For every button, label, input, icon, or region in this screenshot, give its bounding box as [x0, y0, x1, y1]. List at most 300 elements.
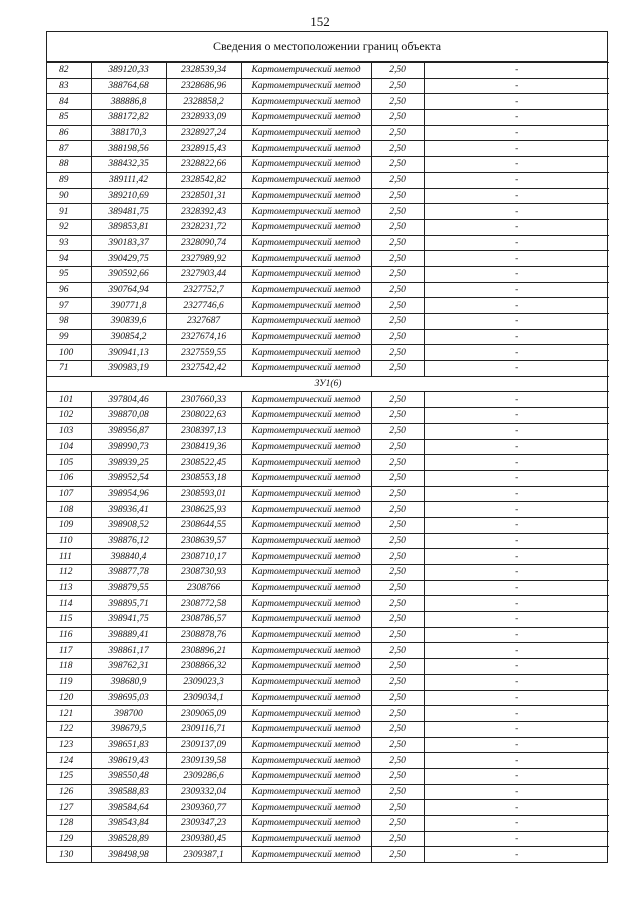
table-row [47, 94, 609, 110]
method-cell: Картометрический метод [241, 219, 371, 235]
description-cell: - [424, 768, 609, 784]
method-cell: Картометрический метод [241, 455, 371, 471]
table-row [47, 706, 609, 722]
accuracy-cell: 2,50 [371, 690, 424, 706]
y-coordinate: 2327559,55 [166, 345, 241, 361]
table-row [47, 659, 609, 675]
table-row [47, 737, 609, 753]
description-cell: - [424, 816, 609, 832]
method-cell: Картометрический метод [241, 235, 371, 251]
table-row [47, 266, 609, 282]
point-number: 85 [47, 110, 91, 126]
accuracy-cell: 2,50 [371, 706, 424, 722]
accuracy-cell: 2,50 [371, 565, 424, 581]
point-number: 113 [47, 580, 91, 596]
description-cell: - [424, 251, 609, 267]
y-coordinate: 2308772,58 [166, 596, 241, 612]
point-number: 116 [47, 627, 91, 643]
accuracy-cell: 2,50 [371, 784, 424, 800]
y-coordinate: 2308593,01 [166, 486, 241, 502]
table-row [47, 690, 609, 706]
method-cell: Картометрический метод [241, 533, 371, 549]
point-number: 128 [47, 816, 91, 832]
x-coordinate: 389481,75 [91, 204, 166, 220]
table-row [47, 674, 609, 690]
accuracy-cell: 2,50 [371, 800, 424, 816]
method-cell: Картометрический метод [241, 517, 371, 533]
x-coordinate: 390429,75 [91, 251, 166, 267]
y-coordinate: 2327674,16 [166, 329, 241, 345]
y-coordinate: 2308397,13 [166, 423, 241, 439]
x-coordinate: 398895,71 [91, 596, 166, 612]
method-cell: Картометрический метод [241, 439, 371, 455]
accuracy-cell: 2,50 [371, 847, 424, 862]
table-row [47, 141, 609, 157]
point-number: 98 [47, 314, 91, 330]
method-cell: Картометрический метод [241, 690, 371, 706]
point-number: 105 [47, 455, 91, 471]
description-cell: - [424, 235, 609, 251]
point-number: 101 [47, 392, 91, 408]
x-coordinate: 398619,43 [91, 753, 166, 769]
x-coordinate: 398695,03 [91, 690, 166, 706]
method-cell: Картометрический метод [241, 172, 371, 188]
point-number: 104 [47, 439, 91, 455]
description-cell: - [424, 408, 609, 424]
y-coordinate: 2308553,18 [166, 470, 241, 486]
point-number: 109 [47, 517, 91, 533]
description-cell: - [424, 627, 609, 643]
x-coordinate: 390183,37 [91, 235, 166, 251]
table-row [47, 329, 609, 345]
table-row [47, 768, 609, 784]
accuracy-cell: 2,50 [371, 659, 424, 675]
y-coordinate: 2328927,24 [166, 125, 241, 141]
table-row [47, 282, 609, 298]
description-cell: - [424, 706, 609, 722]
table-row [47, 502, 609, 518]
description-cell: - [424, 314, 609, 330]
point-number: 111 [47, 549, 91, 565]
accuracy-cell: 2,50 [371, 172, 424, 188]
accuracy-cell: 2,50 [371, 502, 424, 518]
y-coordinate: 2308419,36 [166, 439, 241, 455]
accuracy-cell: 2,50 [371, 753, 424, 769]
accuracy-cell: 2,50 [371, 674, 424, 690]
description-cell: - [424, 517, 609, 533]
y-coordinate: 2328686,96 [166, 78, 241, 94]
method-cell: Картометрический метод [241, 204, 371, 220]
method-cell: Картометрический метод [241, 157, 371, 173]
x-coordinate: 398936,41 [91, 502, 166, 518]
accuracy-cell: 2,50 [371, 612, 424, 628]
description-cell: - [424, 110, 609, 126]
y-coordinate: 2308730,93 [166, 565, 241, 581]
x-coordinate: 398861,17 [91, 643, 166, 659]
point-number: 86 [47, 125, 91, 141]
y-coordinate: 2328231,72 [166, 219, 241, 235]
description-cell: - [424, 596, 609, 612]
method-cell: Картометрический метод [241, 674, 371, 690]
x-coordinate: 390592,66 [91, 266, 166, 282]
description-cell: - [424, 674, 609, 690]
point-number: 88 [47, 157, 91, 173]
accuracy-cell: 2,50 [371, 314, 424, 330]
table-row [47, 816, 609, 832]
accuracy-cell: 2,50 [371, 298, 424, 314]
y-coordinate: 2328392,43 [166, 204, 241, 220]
y-coordinate: 2328501,31 [166, 188, 241, 204]
table-row [47, 125, 609, 141]
table-row [47, 612, 609, 628]
point-number: 110 [47, 533, 91, 549]
x-coordinate: 398954,96 [91, 486, 166, 502]
table-row [47, 470, 609, 486]
point-number: 117 [47, 643, 91, 659]
accuracy-cell: 2,50 [371, 94, 424, 110]
method-cell: Картометрический метод [241, 643, 371, 659]
point-number: 127 [47, 800, 91, 816]
x-coordinate: 389111,42 [91, 172, 166, 188]
point-number: 92 [47, 219, 91, 235]
x-coordinate: 398700 [91, 706, 166, 722]
description-cell: - [424, 847, 609, 862]
x-coordinate: 398588,83 [91, 784, 166, 800]
point-number: 120 [47, 690, 91, 706]
section-label: ЗУ1(6) [47, 376, 609, 392]
method-cell: Картометрический метод [241, 580, 371, 596]
accuracy-cell: 2,50 [371, 721, 424, 737]
x-coordinate: 398584,64 [91, 800, 166, 816]
accuracy-cell: 2,50 [371, 235, 424, 251]
method-cell: Картометрический метод [241, 721, 371, 737]
point-number: 82 [47, 63, 91, 79]
method-cell: Картометрический метод [241, 94, 371, 110]
y-coordinate: 2328542,82 [166, 172, 241, 188]
y-coordinate: 2328539,34 [166, 63, 241, 79]
method-cell: Картометрический метод [241, 470, 371, 486]
table-row [47, 63, 609, 79]
point-number: 99 [47, 329, 91, 345]
table-row [47, 157, 609, 173]
y-coordinate: 2309387,1 [166, 847, 241, 862]
x-coordinate: 398879,55 [91, 580, 166, 596]
y-coordinate: 2308644,55 [166, 517, 241, 533]
accuracy-cell: 2,50 [371, 408, 424, 424]
table-row [47, 596, 609, 612]
description-cell: - [424, 784, 609, 800]
table-row [47, 439, 609, 455]
point-number: 119 [47, 674, 91, 690]
y-coordinate: 2308878,76 [166, 627, 241, 643]
y-coordinate: 2308625,93 [166, 502, 241, 518]
x-coordinate: 390854,2 [91, 329, 166, 345]
description-cell: - [424, 329, 609, 345]
point-number: 107 [47, 486, 91, 502]
x-coordinate: 398651,83 [91, 737, 166, 753]
description-cell: - [424, 204, 609, 220]
x-coordinate: 390771,8 [91, 298, 166, 314]
point-number: 130 [47, 847, 91, 862]
accuracy-cell: 2,50 [371, 266, 424, 282]
table-row [47, 204, 609, 220]
point-number: 95 [47, 266, 91, 282]
x-coordinate: 398679,5 [91, 721, 166, 737]
method-cell: Картометрический метод [241, 63, 371, 79]
accuracy-cell: 2,50 [371, 110, 424, 126]
accuracy-cell: 2,50 [371, 439, 424, 455]
method-cell: Картометрический метод [241, 816, 371, 832]
method-cell: Картометрический метод [241, 784, 371, 800]
point-number: 100 [47, 345, 91, 361]
point-number: 71 [47, 361, 91, 377]
table-row [47, 188, 609, 204]
boundary-table-sheet [46, 31, 608, 863]
y-coordinate: 2309139,58 [166, 753, 241, 769]
x-coordinate: 398876,12 [91, 533, 166, 549]
y-coordinate: 2309286,6 [166, 768, 241, 784]
description-cell: - [424, 721, 609, 737]
y-coordinate: 2328915,43 [166, 141, 241, 157]
description-cell: - [424, 94, 609, 110]
y-coordinate: 2307660,33 [166, 392, 241, 408]
x-coordinate: 388198,56 [91, 141, 166, 157]
section-header-row [47, 376, 609, 392]
accuracy-cell: 2,50 [371, 470, 424, 486]
description-cell: - [424, 298, 609, 314]
y-coordinate: 2309116,71 [166, 721, 241, 737]
y-coordinate: 2308710,17 [166, 549, 241, 565]
accuracy-cell: 2,50 [371, 455, 424, 471]
point-number: 97 [47, 298, 91, 314]
description-cell: - [424, 659, 609, 675]
method-cell: Картометрический метод [241, 753, 371, 769]
point-number: 114 [47, 596, 91, 612]
table-row [47, 627, 609, 643]
method-cell: Картометрический метод [241, 345, 371, 361]
method-cell: Картометрический метод [241, 565, 371, 581]
description-cell: - [424, 188, 609, 204]
method-cell: Картометрический метод [241, 282, 371, 298]
table-row [47, 643, 609, 659]
table-row [47, 423, 609, 439]
x-coordinate: 398939,25 [91, 455, 166, 471]
description-cell: - [424, 612, 609, 628]
accuracy-cell: 2,50 [371, 345, 424, 361]
description-cell: - [424, 172, 609, 188]
method-cell: Картометрический метод [241, 361, 371, 377]
table-row [47, 847, 609, 862]
table-row [47, 486, 609, 502]
y-coordinate: 2328858,2 [166, 94, 241, 110]
description-cell: - [424, 486, 609, 502]
page-number: 152 [310, 14, 330, 29]
description-cell: - [424, 125, 609, 141]
x-coordinate: 389210,69 [91, 188, 166, 204]
y-coordinate: 2328933,09 [166, 110, 241, 126]
point-number: 129 [47, 831, 91, 847]
point-number: 93 [47, 235, 91, 251]
accuracy-cell: 2,50 [371, 580, 424, 596]
point-number: 94 [47, 251, 91, 267]
method-cell: Картометрический метод [241, 706, 371, 722]
y-coordinate: 2308766 [166, 580, 241, 596]
table-row [47, 235, 609, 251]
y-coordinate: 2308022,63 [166, 408, 241, 424]
description-cell: - [424, 361, 609, 377]
method-cell: Картометрический метод [241, 549, 371, 565]
description-cell: - [424, 580, 609, 596]
method-cell: Картометрический метод [241, 125, 371, 141]
x-coordinate: 398680,9 [91, 674, 166, 690]
y-coordinate: 2308896,21 [166, 643, 241, 659]
accuracy-cell: 2,50 [371, 157, 424, 173]
accuracy-cell: 2,50 [371, 392, 424, 408]
method-cell: Картометрический метод [241, 141, 371, 157]
point-number: 124 [47, 753, 91, 769]
method-cell: Картометрический метод [241, 847, 371, 862]
table-row [47, 361, 609, 377]
description-cell: - [424, 141, 609, 157]
method-cell: Картометрический метод [241, 329, 371, 345]
x-coordinate: 388764,68 [91, 78, 166, 94]
y-coordinate: 2328822,66 [166, 157, 241, 173]
method-cell: Картометрический метод [241, 627, 371, 643]
method-cell: Картометрический метод [241, 392, 371, 408]
point-number: 115 [47, 612, 91, 628]
x-coordinate: 390941,13 [91, 345, 166, 361]
point-number: 96 [47, 282, 91, 298]
description-cell: - [424, 78, 609, 94]
point-number: 87 [47, 141, 91, 157]
y-coordinate: 2309347,23 [166, 816, 241, 832]
table-row [47, 110, 609, 126]
x-coordinate: 398550,48 [91, 768, 166, 784]
description-cell: - [424, 392, 609, 408]
point-number: 123 [47, 737, 91, 753]
x-coordinate: 390764,94 [91, 282, 166, 298]
table-row [47, 580, 609, 596]
accuracy-cell: 2,50 [371, 627, 424, 643]
accuracy-cell: 2,50 [371, 643, 424, 659]
accuracy-cell: 2,50 [371, 78, 424, 94]
description-cell: - [424, 753, 609, 769]
x-coordinate: 398543,84 [91, 816, 166, 832]
description-cell: - [424, 219, 609, 235]
x-coordinate: 398528,89 [91, 831, 166, 847]
point-number: 89 [47, 172, 91, 188]
table-row [47, 800, 609, 816]
description-cell: - [424, 282, 609, 298]
x-coordinate: 388432,35 [91, 157, 166, 173]
x-coordinate: 390983,19 [91, 361, 166, 377]
description-cell: - [424, 266, 609, 282]
description-cell: - [424, 423, 609, 439]
point-number: 102 [47, 408, 91, 424]
accuracy-cell: 2,50 [371, 533, 424, 549]
description-cell: - [424, 455, 609, 471]
x-coordinate: 397804,46 [91, 392, 166, 408]
x-coordinate: 398498,98 [91, 847, 166, 862]
accuracy-cell: 2,50 [371, 188, 424, 204]
x-coordinate: 388886,8 [91, 94, 166, 110]
x-coordinate: 398889,41 [91, 627, 166, 643]
accuracy-cell: 2,50 [371, 125, 424, 141]
method-cell: Картометрический метод [241, 188, 371, 204]
table-title: Сведения о местоположении границ объекта [47, 32, 607, 62]
point-number: 90 [47, 188, 91, 204]
x-coordinate: 398762,31 [91, 659, 166, 675]
accuracy-cell: 2,50 [371, 831, 424, 847]
method-cell: Картометрический метод [241, 612, 371, 628]
accuracy-cell: 2,50 [371, 141, 424, 157]
table-row [47, 219, 609, 235]
method-cell: Картометрический метод [241, 78, 371, 94]
method-cell: Картометрический метод [241, 737, 371, 753]
point-number: 106 [47, 470, 91, 486]
description-cell: - [424, 63, 609, 79]
description-cell: - [424, 643, 609, 659]
point-number: 126 [47, 784, 91, 800]
table-row [47, 831, 609, 847]
x-coordinate: 398941,75 [91, 612, 166, 628]
x-coordinate: 398870,08 [91, 408, 166, 424]
x-coordinate: 390839,6 [91, 314, 166, 330]
table-row [47, 172, 609, 188]
y-coordinate: 2327989,92 [166, 251, 241, 267]
table-row [47, 549, 609, 565]
method-cell: Картометрический метод [241, 408, 371, 424]
y-coordinate: 2309034,1 [166, 690, 241, 706]
method-cell: Картометрический метод [241, 502, 371, 518]
point-number: 121 [47, 706, 91, 722]
table-row [47, 298, 609, 314]
point-number: 103 [47, 423, 91, 439]
method-cell: Картометрический метод [241, 266, 371, 282]
y-coordinate: 2327752,7 [166, 282, 241, 298]
y-coordinate: 2309023,3 [166, 674, 241, 690]
method-cell: Картометрический метод [241, 110, 371, 126]
method-cell: Картометрический метод [241, 486, 371, 502]
method-cell: Картометрический метод [241, 596, 371, 612]
x-coordinate: 398840,4 [91, 549, 166, 565]
table-row [47, 345, 609, 361]
table-row [47, 314, 609, 330]
y-coordinate: 2308866,32 [166, 659, 241, 675]
method-cell: Картометрический метод [241, 298, 371, 314]
y-coordinate: 2327903,44 [166, 266, 241, 282]
x-coordinate: 398908,52 [91, 517, 166, 533]
table-row [47, 392, 609, 408]
y-coordinate: 2309137,09 [166, 737, 241, 753]
x-coordinate: 398952,54 [91, 470, 166, 486]
x-coordinate: 398877,78 [91, 565, 166, 581]
point-number: 91 [47, 204, 91, 220]
y-coordinate: 2309065,09 [166, 706, 241, 722]
point-number: 122 [47, 721, 91, 737]
y-coordinate: 2327687 [166, 314, 241, 330]
table-row [47, 455, 609, 471]
point-number: 118 [47, 659, 91, 675]
method-cell: Картометрический метод [241, 314, 371, 330]
y-coordinate: 2309380,45 [166, 831, 241, 847]
x-coordinate: 388170,3 [91, 125, 166, 141]
accuracy-cell: 2,50 [371, 282, 424, 298]
point-number: 125 [47, 768, 91, 784]
description-cell: - [424, 690, 609, 706]
method-cell: Картометрический метод [241, 423, 371, 439]
method-cell: Картометрический метод [241, 768, 371, 784]
